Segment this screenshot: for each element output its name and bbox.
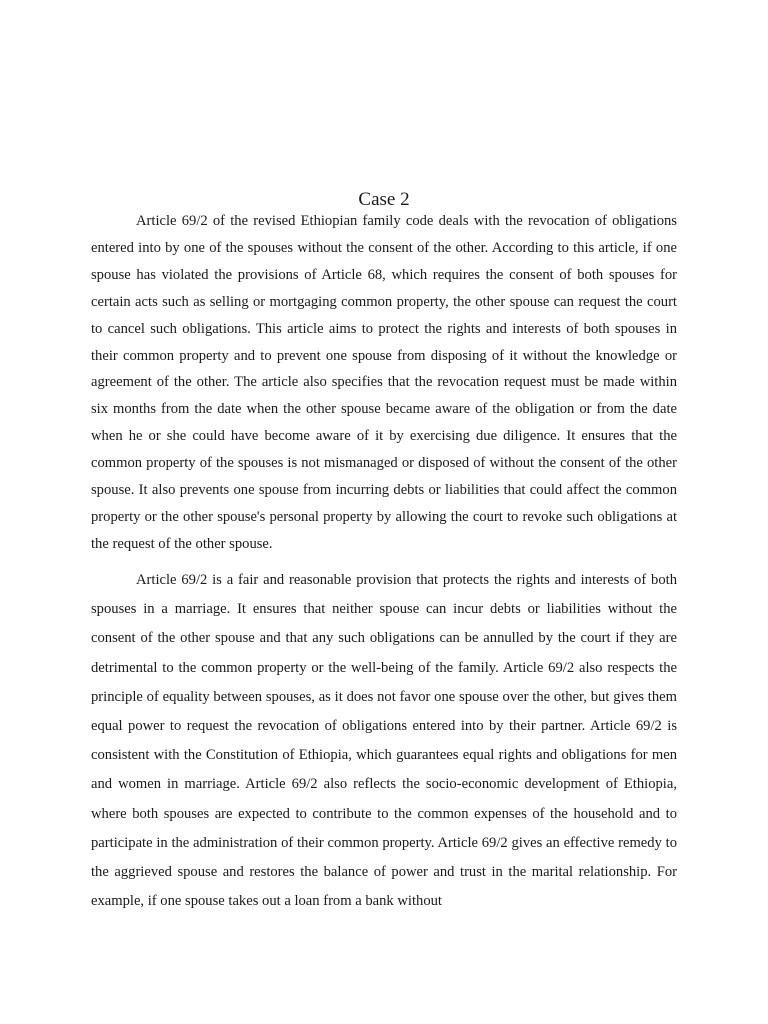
body-paragraph-1: Article 69/2 of the revised Ethiopian family code deals with the revocation of obligations entered into by one of the spouses without the consent of the other. According to this article, if one spouse has violated the provisions of Article 68, which requires the consent of both spouses for certain acts such as selling or mortgaging common property, the other spouse can request the court to cancel such obligations. This article aims to protect the rights and interests of both spouses in their common property and to prevent one spouse from disposing of it without the knowledge or agreement of the other. The article also specifies that the revocation request must be made within six months from the date when the other spouse became aware of the obligation or from the date when he or she could have become aware of it by exercising due diligence. It ensures that the common property of the spouses is not mismanaged or disposed of without the consent of the other spouse. It also prevents one spouse from incurring debts or liabilities that could affect the common property or the other spouse's personal property by allowing the court to revoke such obligations at the request of the other spouse. xyxy=(91,213,677,552)
document-title: Case 2 xyxy=(358,189,410,210)
body-paragraph-2: Article 69/2 is a fair and reasonable provision that protects the rights and interests of both spouses in a marriage. It ensures that neither spouse can incur debts or liabilities without the consent of the other spouse and that any such obligations can be annulled by the court if they are detrimental to the common property or the well-being of the family. Article 69/2 also respects the principle of equality between spouses, as it does not favor one spouse over the other, but gives them equal power to request the revocation of obligations entered into by their partner. Article 69/2 is consistent with the Constitution of Ethiopia, which guarantees equal rights and obligations for men and women in marriage. Article 69/2 also reflects the socio-economic development of Ethiopia, where both spouses are expected to contribute to the common expenses of the household and to participate in the administration of their common property. Article 69/2 gives an effective remedy to the aggrieved spouse and restores the balance of power and trust in the marital relationship. For example, if one spouse takes out a loan from a bank without xyxy=(91,572,677,910)
